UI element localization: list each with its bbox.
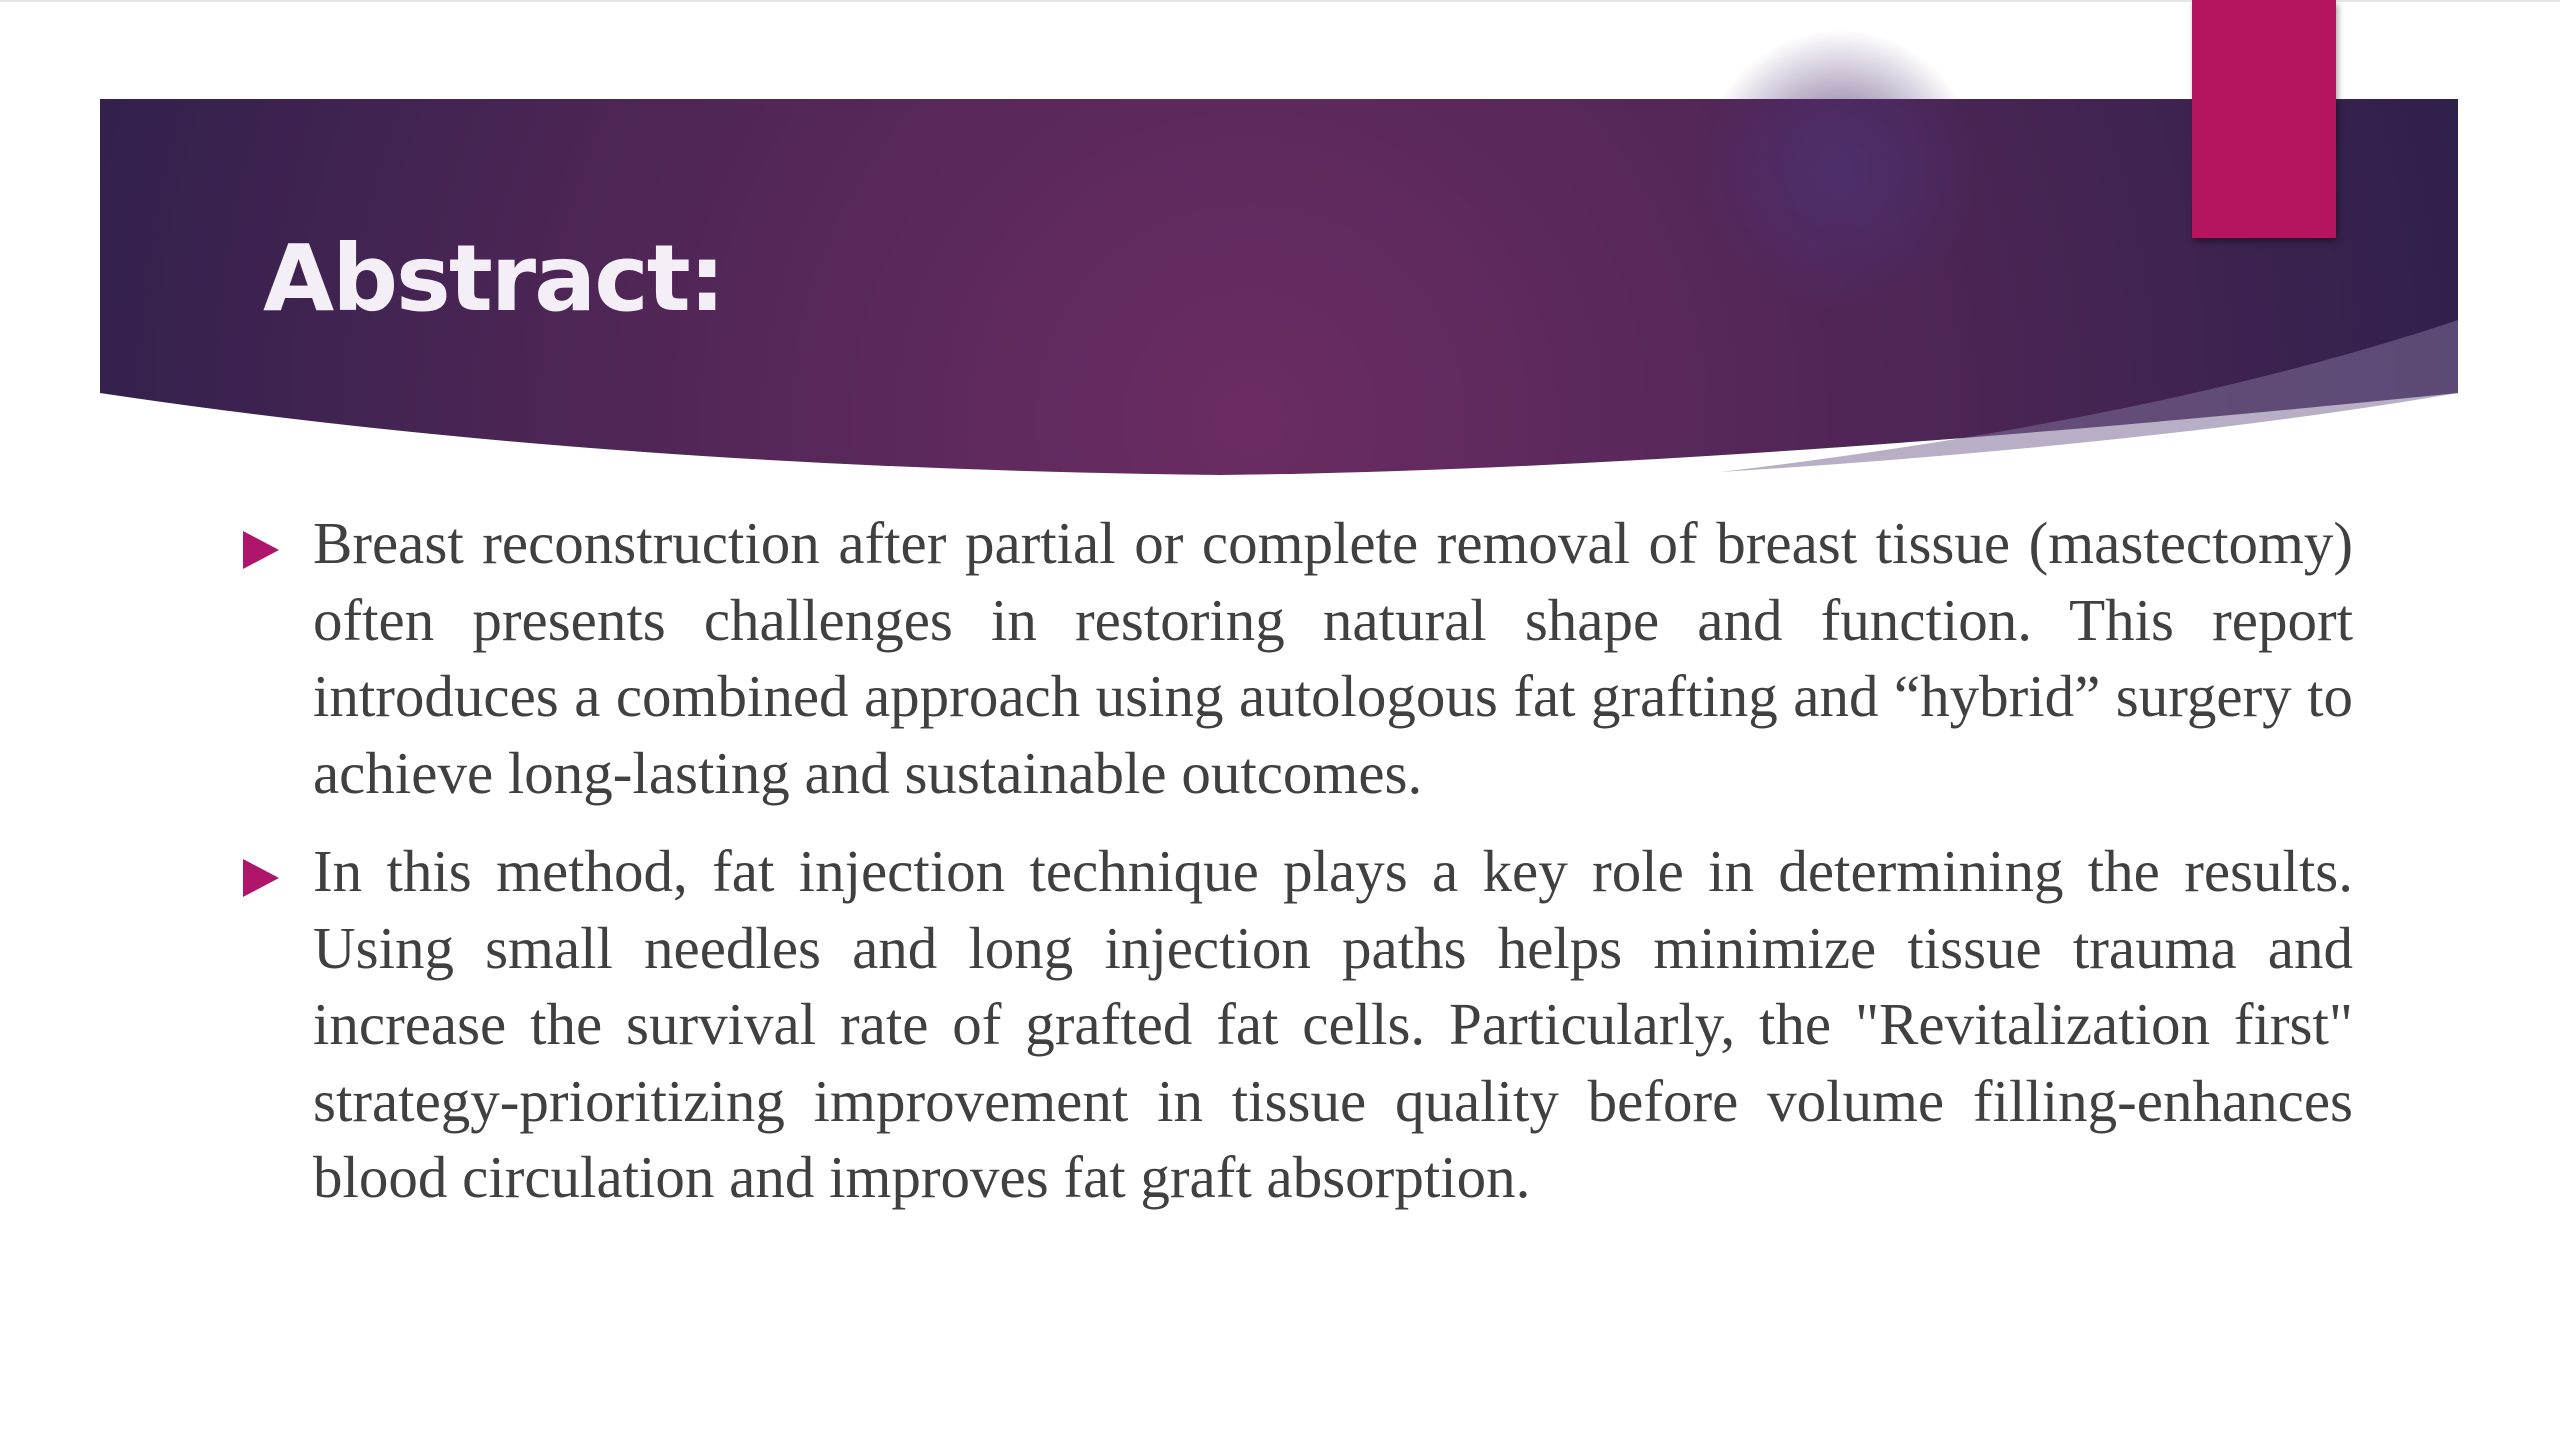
accent-tab xyxy=(2192,0,2336,238)
bullet-item xyxy=(243,833,2353,1216)
triangle-right-icon xyxy=(243,859,279,897)
slide-title: Abstract: xyxy=(263,225,724,332)
bullet-list xyxy=(243,505,2353,1238)
bullet-item xyxy=(243,505,2353,811)
triangle-right-icon xyxy=(243,531,279,569)
bullet-text: Breast reconstruction after partial or complete removal of breast tissue (mastectomy) often presents challenges in restoring natural shape and function. This report introduces a combined approach using autologous fat grafting and “hybrid” surgery to achieve long-lasting and sustainable outcomes. xyxy=(313,510,2353,806)
bullet-text: In this method, fat injection technique plays a key role in determining the results. Using small needles and long injection paths helps minimize tissue trauma and increase the survival rate of grafted fat cells. Particularly, the "Revitalization first" strategy-prioritizing improvement in tissue quality before volume filling-enhances blood circulation and improves fat graft absorption. xyxy=(313,838,2353,1210)
